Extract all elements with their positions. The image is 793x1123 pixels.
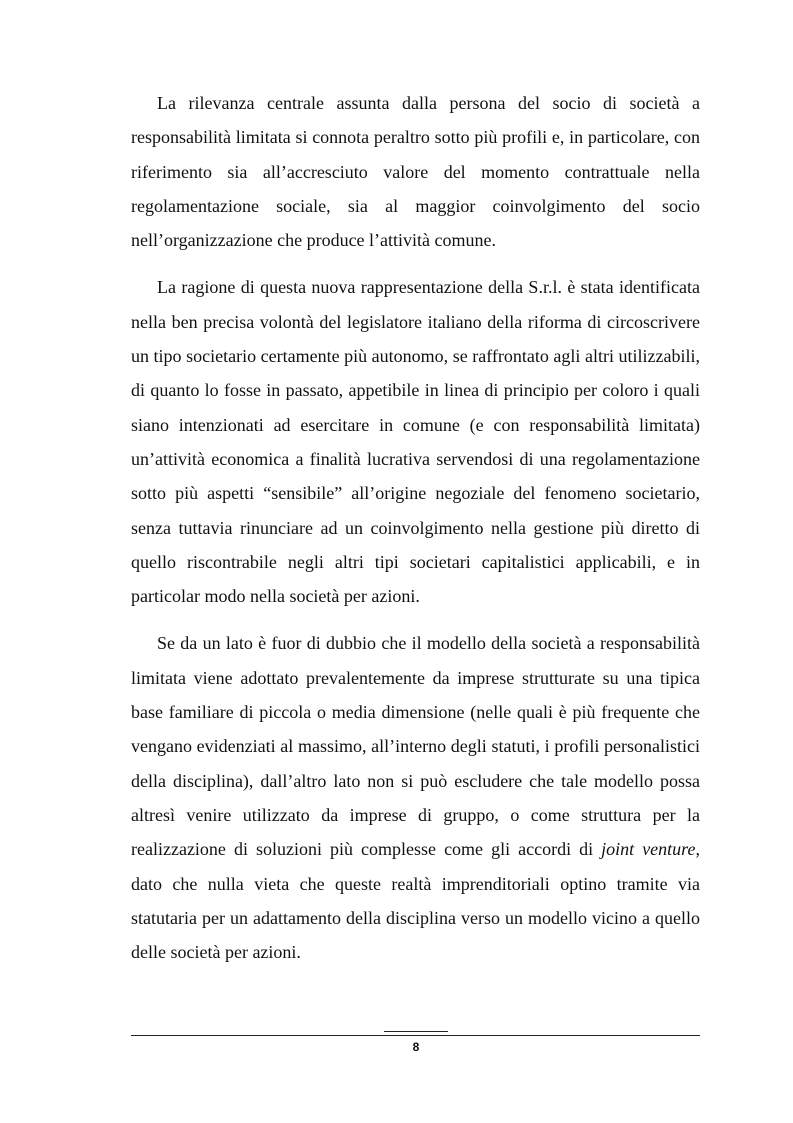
paragraph-3-text-end: , dato che nulla vieta che queste realtà imprenditoriali optino tramite via statutaria per un adattamento della disciplina verso un modello vicino a quello delle società per azioni.: [131, 839, 700, 963]
paragraph-3: [131, 626, 700, 969]
page-body: [131, 86, 700, 982]
page-number: 8: [412, 1040, 420, 1054]
paragraph-3-text-start: Se da un lato è fuor di dubbio che il modello della società a responsabilità limitata viene adottato prevalentemente da imprese strutturate su una tipica base familiare di piccola o media dimensione (nelle quali è più frequente che vengano evidenziati al massimo, all’interno degli statuti, i profili personalistici della disciplina), dall’altro lato non si può escludere che tale modello possa altresì venire utilizzato da imprese di gruppo, o come struttura per la realizzazione di soluzioni più complesse come gli accordi di: [131, 633, 700, 860]
paragraph-2: La ragione di questa nuova rappresentazione della S.r.l. è stata identificata nella ben precisa volontà del legislatore italiano della riforma di circoscrivere un tipo societario certamente più autonomo, se raffrontato agli altri utilizzabili, di quanto lo fosse in passato, appetibile in linea di principio per coloro i quali siano intenzionati ad esercitare in comune (e con responsabilità limitata) un’attività economica a finalità lucrativa servendosi di una regolamentazione sotto più aspetti “sensibile” all’origine negoziale del fenomeno societario, senza tuttavia rinunciare ad un coinvolgimento nella gestione più diretto di quello riscontrabile negli altri tipi societari capitalistici applicabili, e in particolar modo nella società per azioni.: [131, 277, 700, 607]
paragraph-3-italic-term: joint venture: [601, 839, 696, 860]
paragraph-1: La rilevanza centrale assunta dalla persona del socio di società a responsabilità limitata si connota peraltro sotto più profili e, in particolare, con riferimento sia all’accresciuto valore del momento contrattuale nella regolamentazione sociale, sia al maggior coinvolgimento del socio nell’organizzazione che produce l’attività comune.: [131, 93, 700, 251]
footer-short-rule: [384, 1031, 448, 1032]
footer-rule: [131, 1035, 700, 1036]
